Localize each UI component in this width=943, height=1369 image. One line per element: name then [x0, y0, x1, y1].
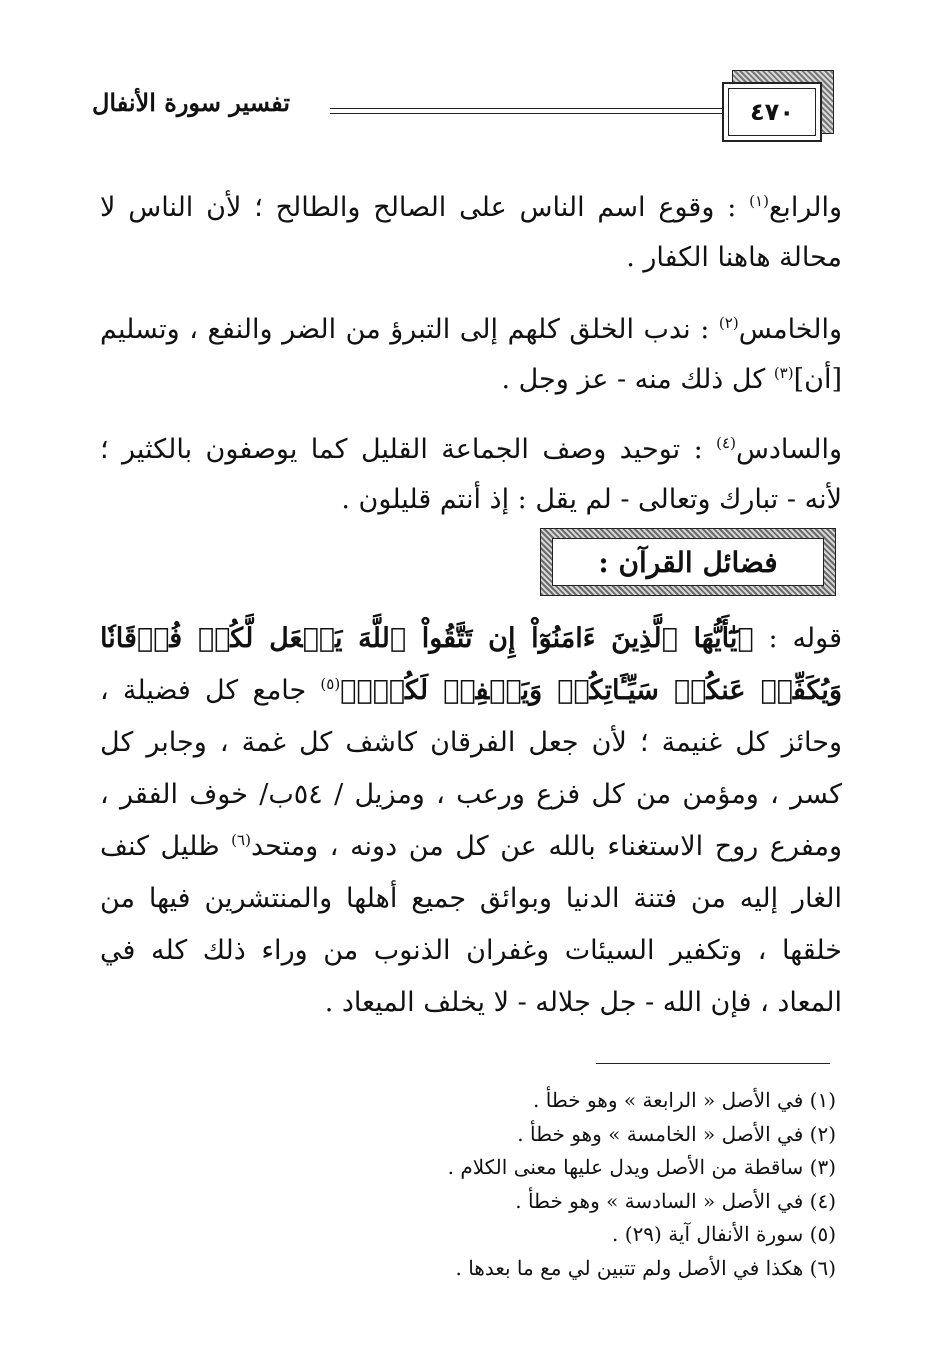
footnote-item: (٤) في الأصل « السادسة » وهو خطأ .: [515, 1188, 836, 1213]
paragraph-lead: والرابع: [768, 192, 842, 223]
footnote-separator: [596, 1063, 830, 1064]
section-heading: فضائل القرآن :: [552, 538, 824, 586]
paragraph-lead: والسادس: [735, 434, 842, 465]
footnote-ref-4: (٤): [716, 434, 736, 452]
page-number-frame: [722, 82, 822, 142]
footnote-ref-1: (١): [749, 192, 769, 210]
paragraph-fifth: [100, 305, 842, 405]
paragraph-text: : ندب الخلق كلهم إلى التبرؤ من الضر والنفع ، وتسليم [أن]: [100, 314, 842, 395]
footnote-ref-3: (٣): [773, 364, 794, 382]
section-heading-box: [540, 528, 836, 596]
header-double-rule: [330, 108, 722, 114]
paragraph-text: كل ذلك منه - عز وجل .: [501, 364, 774, 395]
quran-verse: ﴿يَٰٓأَيُّهَا ٱلَّذِينَ ءَامَنُوٓاْ إِن تَتَّقُواْ ٱللَّهَ يَجۡعَل لَّكُمۡ فُرۡقَانٗا وَيُكَفِّرۡ عَنكُمۡ سَيِّـَٔاتِكُمۡ وَيَغۡفِرۡ لَكُمۡۗ﴾: [100, 623, 842, 706]
paragraph-quran-virtues: [100, 613, 842, 1029]
paragraph-text: جامع كل فضيلة ، وحائز كل غنيمة ؛ لأن جعل الفرقان كاشف كل غمة ، وجابر كل كسر ، ومؤمن من كل فزع ورعب ، ومزيل / ٥٤ب/ خوف الفقر ، ومفرع روح الاستغناء بالله عن كل من دونه ، ومتحد: [100, 675, 843, 862]
footnote-item: (١) في الأصل « الرابعة » وهو خطأ .: [533, 1088, 836, 1112]
paragraph-lead: والخامس: [738, 314, 842, 345]
paragraph-lead: قوله :: [753, 623, 842, 654]
page-number-box: [722, 70, 834, 146]
footnote-ref-6: (٦): [231, 831, 251, 849]
footnote-item: (٣) ساقطة من الأصل ويدل عليها معنى الكلام .: [447, 1155, 836, 1179]
paragraph-text: : وقوع اسم الناس على الصالح والطالح ؛ لأن الناس لا محالة هاهنا الكفار .: [100, 192, 842, 273]
paragraph-sixth: [100, 425, 842, 525]
paragraph-text: ظليل كنف الغار إليه من فتنة الدنيا وبوائق جميع أهلها والمنتشرين فيها من خلقها ، وتكفير السيئات وغفران الذنوب من وراء ذلك كله في المعاد ، فإن الله - جل جلاله - لا يخلف الميعاد .: [100, 831, 842, 1018]
paragraph-fourth: [100, 183, 842, 283]
footnote-item: (٢) في الأصل « الخامسة » وهو خطأ .: [517, 1121, 836, 1146]
running-header-title: تفسير سورة الأنفال: [91, 88, 290, 117]
footnote-ref-2: (٢): [718, 314, 739, 332]
page-number: ٤٧٠: [728, 88, 816, 136]
footnote-item: (٥) سورة الأنفال آية (٢٩) .: [612, 1222, 836, 1246]
footnotes: [300, 1084, 836, 1285]
footnote-ref-5: (٥): [320, 675, 341, 693]
paragraph-text: : توحيد وصف الجماعة القليل كما يوصفون بالكثير ؛ لأنه - تبارك وتعالى - لم يقل : إذ أنتم قليلون .: [100, 434, 842, 515]
footnote-item: (٦) هكذا في الأصل ولم تتبين لي مع ما بعدها .: [455, 1255, 836, 1280]
